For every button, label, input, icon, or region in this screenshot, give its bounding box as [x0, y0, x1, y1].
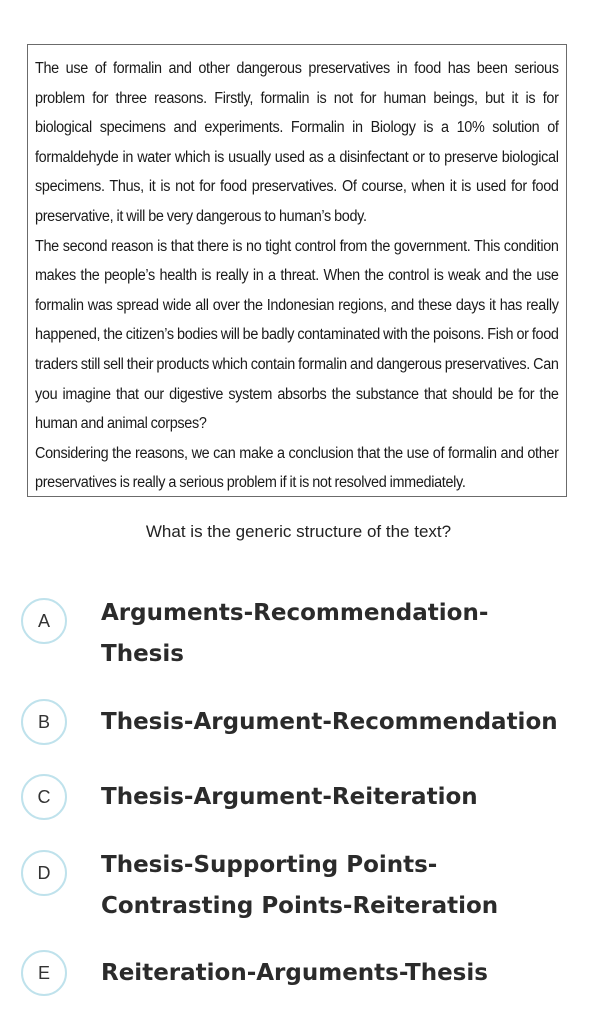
option-d-label-line1: Thesis-Supporting Points- — [101, 852, 438, 878]
option-c-label: Thesis-Argument-Reiteration — [101, 784, 478, 810]
option-a-label-line1: Arguments-Recommendation- — [101, 600, 489, 626]
option-e-letter-circle[interactable]: E — [21, 950, 67, 996]
passage-paragraph-1: The use of formalin and other dangerous preservatives in food has been serious problem for three reasons. Firstly, formalin is not for human beings, but it is for biological specimens and experiments. Formalin in Biology is a 10% solution of formaldehyde in water which is usually used as a disinfectant or to preserve biological specimens. Thus, it is not for food preservatives. Of course, when it is used for food preservative, it will be very dangerous to human’s body. — [35, 60, 559, 225]
option-d-letter-circle[interactable]: D — [21, 850, 67, 896]
option-a-label-line2: Thesis — [101, 641, 184, 667]
option-a[interactable] — [0, 596, 597, 680]
option-e-label: Reiteration-Arguments-Thesis — [101, 960, 488, 986]
option-c[interactable] — [0, 774, 597, 824]
option-b-letter-circle[interactable]: B — [21, 699, 67, 745]
option-e[interactable] — [0, 950, 597, 1000]
question-text: What is the generic structure of the text? — [145, 522, 452, 541]
option-b-label: Thesis-Argument-Recommendation — [101, 709, 558, 735]
option-c-letter-circle[interactable]: C — [21, 774, 67, 820]
option-b[interactable] — [0, 699, 597, 749]
passage-paragraph-2: The second reason is that there is no tight control from the government. This condition makes the people’s health is really in a threat. When the control is weak and the use formalin was spread wide all over the Indonesian regions, and these days it has really happened, the citizen’s bodies will be badly contaminated with the poisons. Fish or food traders still sell their products which contain formalin and dangerous preservatives. Can you imagine that our digestive system absorbs the substance that should be for the human and animal corpses? — [35, 237, 559, 433]
option-d-label-line2: Contrasting Points-Reiteration — [101, 893, 499, 919]
option-d[interactable] — [0, 846, 597, 930]
passage-paragraph-3: Considering the reasons, we can make a conclusion that the use of formalin and other preservatives is really a serious problem if it is not resolved immediately. — [35, 444, 559, 492]
option-a-letter-circle[interactable]: A — [21, 598, 67, 644]
reading-passage — [27, 44, 567, 497]
